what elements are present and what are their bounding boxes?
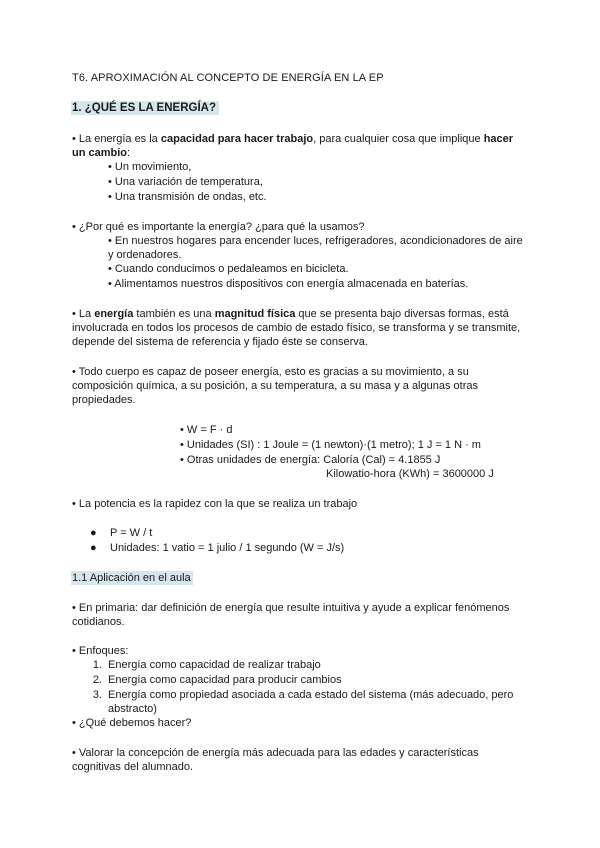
paragraph-primaria-line2: cotidianos.	[72, 616, 125, 628]
paragraph-energy-definition-line2	[72, 146, 130, 160]
paragraph-todo-cuerpo-line3: propiedades.	[72, 394, 136, 406]
section-1-heading: 1. ¿QUÉ ES LA ENERGÍA?	[71, 101, 219, 115]
list-item: • Alimentamos nuestros dispositivos con energía almacenada en baterías.	[108, 278, 469, 290]
bold-un-cambio: un cambio	[72, 147, 128, 159]
text-run: que se presenta bajo diversas formas, está	[295, 308, 509, 320]
paragraph-todo-cuerpo-line2: composición química, a su posición, a su temperatura, a su masa y a algunas otras	[72, 380, 478, 392]
list-item-text: Unidades: 1 vatio = 1 julio / 1 segundo (W = J/s)	[110, 542, 345, 554]
bullet-glyph: ●	[90, 542, 97, 554]
paragraph-valorar-line2: cognitivas del alumnado.	[72, 761, 194, 773]
paragraph-magnitud-fisica-line1	[72, 307, 509, 321]
paragraph-importance-question: • ¿Por qué es importante la energía? ¿para qué la usamos?	[72, 221, 365, 233]
paragraph-magnitud-fisica-line3: depende del sistema de referencia y fijado éste se conserva.	[72, 336, 368, 348]
list-item: • Una transmisión de ondas, etc.	[108, 191, 267, 203]
paragraph-primaria-line1: • En primaria: dar definición de energía que resulte intuitiva y ayude a explicar fenómenos	[72, 602, 510, 614]
formula-kwh: Kilowatio-hora (KWh) = 3600000 J	[326, 468, 494, 480]
numbered-item	[88, 688, 513, 702]
item-number: 3.	[92, 689, 102, 701]
text-run: :	[127, 147, 131, 159]
paragraph-valorar-line1: • Valorar la concepción de energía más adecuada para las edades y características	[72, 747, 479, 759]
list-item: • Cuando conducimos o pedaleamos en bicicleta.	[108, 263, 349, 275]
item-number: 2.	[92, 674, 102, 686]
bold-energia: energía	[94, 308, 134, 320]
document-title: T6. APROXIMACIÓN AL CONCEPTO DE ENERGÍA EN LA EP	[72, 72, 384, 84]
bold-hacer: hacer	[483, 133, 514, 145]
numbered-item-continuation: abstracto)	[108, 703, 157, 715]
text-run: • La	[72, 308, 95, 320]
numbered-item	[88, 658, 321, 672]
item-text: Energía como capacidad para producir cambios	[108, 674, 342, 686]
section-1-1-heading: 1.1 Aplicación en el aula	[72, 572, 191, 584]
text-run: • La energía es la	[72, 133, 161, 145]
numbered-item	[88, 673, 342, 687]
paragraph-potencia: • La potencia es la rapidez con la que se realiza un trabajo	[72, 498, 358, 510]
item-text: Energía como capacidad de realizar trabajo	[108, 659, 321, 671]
list-item-continuation: y ordenadores.	[108, 249, 182, 261]
formula-units-si: • Unidades (SI) : 1 Joule = (1 newton)·(1 metro); 1 J = 1 N · m	[180, 439, 481, 451]
bullet-glyph: ●	[90, 527, 97, 539]
list-item: • Una variación de temperatura,	[108, 176, 263, 188]
paragraph-que-debemos-hacer: • ¿Qué debemos hacer?	[72, 717, 192, 729]
text-run: , para cualquier cosa que implique	[313, 133, 484, 145]
bold-magnitud-fisica: magnitud física	[214, 308, 296, 320]
formula-other-units: • Otras unidades de energía: Caloría (Cal) = 4.1855 J	[180, 454, 441, 466]
formula-work: • W = F · d	[180, 424, 233, 436]
paragraph-todo-cuerpo-line1: • Todo cuerpo es capaz de poseer energía, esto es gracias a su movimiento, a su	[72, 366, 469, 378]
item-text: Energía como propiedad asociada a cada estado del sistema (más adecuado, pero	[108, 689, 514, 701]
list-item: • Un movimiento,	[108, 161, 192, 173]
list-item	[90, 526, 152, 540]
paragraph-energy-definition-line1	[72, 132, 513, 146]
paragraph-magnitud-fisica-line2: involucrada en todos los procesos de cambio de estado físico, se transforma y se transmite,	[72, 322, 521, 334]
bold-capacidad-trabajo: capacidad para hacer trabajo	[160, 133, 314, 145]
item-number: 1.	[92, 659, 102, 671]
list-item-text: P = W / t	[110, 527, 153, 539]
list-item	[90, 541, 344, 555]
enfoques-label: • Enfoques:	[72, 645, 129, 657]
list-item: • En nuestros hogares para encender luces, refrigeradores, acondicionadores de aire	[108, 235, 523, 247]
text-run: también es una	[133, 308, 215, 320]
